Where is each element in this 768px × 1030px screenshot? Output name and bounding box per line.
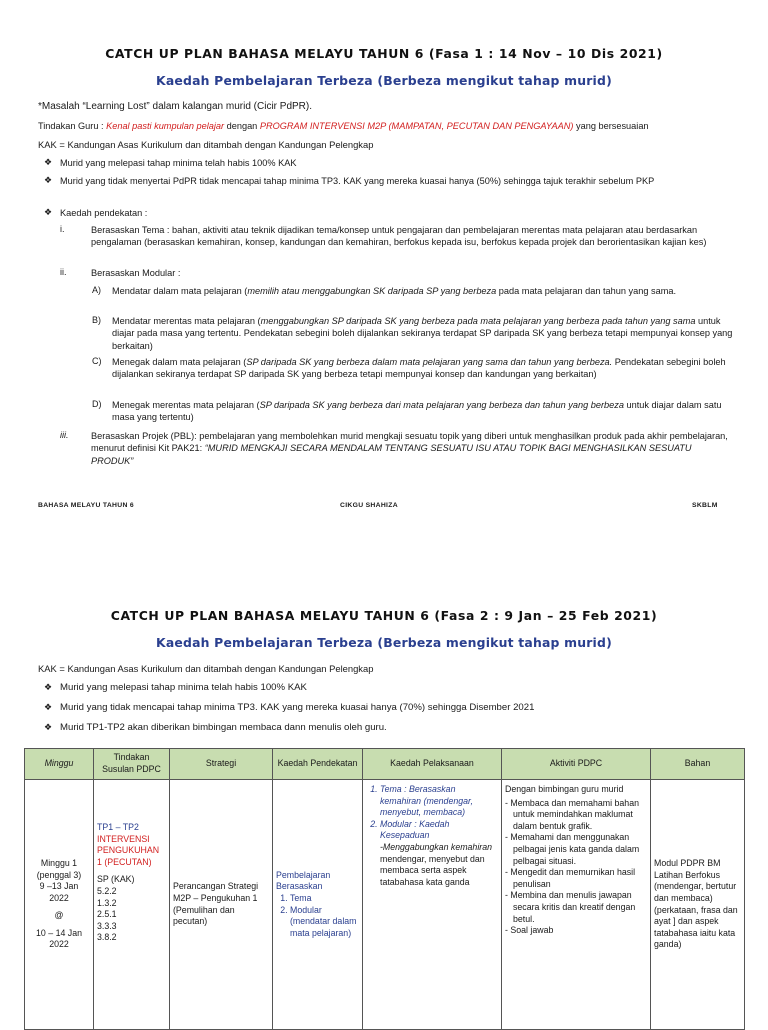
cell-tindakan: TP1 – TP2 INTERVENSI PENGUKUHAN 1 (PECUTAN) SP (KAK) 5.2.2 1.3.2 2.5.1 3.3.3 3.8.2 bbox=[94, 780, 170, 1030]
cell-kaedah-pelaksanaan: 1. Tema : Berasaskan kemahiran (mendengar, menyebut, membaca) 2. Modular : Kaedah Kesepaduan -Menggabungkan kemahiran mendengar, menyebut dan membaca serta aspek tatabahasa kata ganda bbox=[363, 780, 502, 1030]
tindakan-mid: dengan bbox=[224, 121, 260, 131]
item-i-number: i. bbox=[60, 224, 65, 234]
item-C-number: C) bbox=[92, 356, 102, 366]
bullet-diamond-icon: ❖ bbox=[44, 157, 53, 167]
bullet-diamond-icon: ❖ bbox=[44, 682, 53, 692]
header-aktiviti: Aktiviti PDPC bbox=[502, 749, 651, 780]
tindakan-red-2: PROGRAM INTERVENSI M2P (MAMPATAN, PECUTAN DAN PENGAYAAN) bbox=[259, 121, 574, 131]
header-bahan: Bahan bbox=[651, 749, 745, 780]
cell-aktiviti: Dengan bimbingan guru murid - Membaca dan memahami bahan untuk memindahkan maklumat dalam bentuk grafik. - Memahami dan menggunakan pelbagai jenis kata ganda dalam pelbagai situasi. - Mengedit dan memurnikan hasil penulisan - Membina dan menulis jawapan secara kritis dan kreatif dengan betul. - Soal jawab bbox=[502, 780, 651, 1030]
catch-up-plan-table bbox=[24, 748, 745, 1030]
kak-definition-2: KAK = Kandungan Asas Kurikulum dan ditambah dengan Kandungan Pelengkap bbox=[38, 663, 374, 674]
p2-bullet-2-text: Murid yang tidak mencapai tahap minima TP3. KAK yang mereka kuasai hanya (70%) sehingga Disember 2021 bbox=[60, 702, 535, 713]
page-1-title: CATCH UP PLAN BAHASA MELAYU TAHUN 6 (Fasa 1 : 14 Nov – 10 Dis 2021) bbox=[105, 46, 663, 61]
tindakan-guru-line bbox=[38, 120, 649, 132]
cell-minggu: Minggu 1 (penggal 3) 9 –13 Jan 2022 @ 10 – 14 Jan 2022 bbox=[25, 780, 94, 1030]
bullet-diamond-icon: ❖ bbox=[44, 175, 53, 185]
footer-center: CIKGU SHAHIZA bbox=[340, 502, 398, 509]
masalah-text: *Masalah “Learning Lost” dalam kalangan murid (Cicir PdPR). bbox=[38, 101, 313, 112]
item-B-text: Mendatar merentas mata pelajaran (menggabungkan SP daripada SK yang berbeza pada mata pelajaran yang berbeza pada tahun yang sama untuk diajar pada masa yang tertentu. Pendekatan sebegini boleh dijalankan sekiranya terdapat SP daripada SK yang berbeza tetapi mempunyai konsep yang berkaitan) bbox=[112, 316, 733, 351]
header-kaedah-pendekatan: Kaedah Pendekatan bbox=[273, 749, 363, 780]
header-minggu: Minggu bbox=[25, 749, 94, 780]
header-kaedah-pelaksanaan: Kaedah Pelaksanaan bbox=[363, 749, 502, 780]
item-D-text: Menegak merentas mata pelajaran (SP daripada SK yang berbeza dari mata pelajaran yang berbeza dan tahun yang berbeza untuk diajar dalam satu masa yang tertentu) bbox=[112, 400, 722, 423]
page-2-subtitle: Kaedah Pembelajaran Terbeza (Berbeza mengikut tahap murid) bbox=[156, 635, 612, 650]
bullet-diamond-icon: ❖ bbox=[44, 722, 53, 732]
item-A-text: Mendatar dalam mata pelajaran (memilih atau menggabungkan SK daripada SP yang berbeza pada mata pelajaran dan tahun yang sama. bbox=[112, 286, 677, 296]
page-2-title: CATCH UP PLAN BAHASA MELAYU TAHUN 6 (Fasa 2 : 9 Jan – 25 Feb 2021) bbox=[110, 608, 658, 623]
item-ii-number: ii. bbox=[60, 267, 67, 277]
footer-right: SKBLM bbox=[692, 502, 718, 509]
tindakan-prefix: Tindakan Guru : bbox=[38, 121, 107, 131]
footer-left: BAHASA MELAYU TAHUN 6 bbox=[38, 502, 134, 509]
cell-kaedah-pendekatan: Pembelajaran Berasaskan 1. Tema 2. Modular (mendatar dalam mata pelajaran) bbox=[273, 780, 363, 1030]
bullet-3-text: Kaedah pendekatan : bbox=[60, 208, 148, 218]
item-iii-text: Berasaskan Projek (PBL): pembelajaran yang membolehkan murid mengkaji sesuatu topik yang diberi untuk menghasilkan produk pada akhir pembelajaran, menurut definisi Kit PAK21: “MURID MENGKAJI SECARA MENDALAM TENTANG SESUATU ISU ATAU TOPIK BAGI MENGHASILKAN SESUATU PRODUK” bbox=[91, 431, 728, 466]
item-D-number: D) bbox=[92, 399, 102, 409]
item-ii-text: Berasaskan Modular : bbox=[91, 268, 181, 278]
cell-strategi: Perancangan Strategi M2P – Pengukuhan 1 (Pemulihan dan pecutan) bbox=[170, 780, 273, 1030]
bullet-1-text: Murid yang melepasi tahap minima telah habis 100% KAK bbox=[60, 158, 297, 168]
bullet-diamond-icon: ❖ bbox=[44, 702, 53, 712]
item-iii-number: iii. bbox=[60, 430, 69, 440]
p2-bullet-1-text: Murid yang melepasi tahap minima telah habis 100% KAK bbox=[60, 682, 307, 693]
page-1-subtitle: Kaedah Pembelajaran Terbeza (Berbeza mengikut tahap murid) bbox=[156, 73, 612, 88]
table-header-row bbox=[25, 749, 745, 780]
item-B-number: B) bbox=[92, 315, 101, 325]
header-tindakan: Tindakan Susulan PDPC bbox=[94, 749, 170, 780]
item-A-number: A) bbox=[92, 285, 101, 295]
bullet-2-text: Murid yang tidak menyertai PdPR tidak mencapai tahap minima TP3. KAK yang mereka kuasai hanya (50%) sehingga tajuk terakhir sebelum PKP bbox=[60, 176, 655, 186]
table-row bbox=[25, 780, 745, 1030]
cell-bahan: Modul PDPR BM Latihan Berfokus (mendengar, bertutur dan membaca) (perkataan, frasa dan ayat ] dan aspek tatabahasa iaitu kata ganda) bbox=[651, 780, 745, 1030]
p2-bullet-3-text: Murid TP1-TP2 akan diberikan bimbingan membaca dann menulis oleh guru. bbox=[60, 722, 387, 733]
item-C-text: Menegak dalam mata pelajaran (SP daripada SK yang berbeza dalam mata pelajaran yang sama dan tahun yang berbeza. Pendekatan sebegini boleh dijalankan sekiranya terdapat SP daripada SK yang berbeza tetapi mempunyai konsep dan kandungan yang berkaitan) bbox=[112, 357, 726, 380]
item-i-text: Berasaskan Tema : bahan, aktiviti atau teknik dijadikan tema/konsep untuk pengajaran dan pembelajaran merentas mata pelajaran atau berdasarkan pengalaman (berasaskan kemahiran, konsep, kandungan dan kemahiran, berfokus kepada isu, berfokus kepada projek dan berorientasikan kajian kes) bbox=[91, 225, 707, 248]
kak-definition: KAK = Kandungan Asas Kurikulum dan ditambah dengan Kandungan Pelengkap bbox=[38, 139, 374, 150]
tindakan-red-1: Kenal pasti kumpulan pelajar bbox=[106, 121, 225, 131]
bullet-diamond-icon: ❖ bbox=[44, 207, 53, 217]
page-gap bbox=[0, 560, 768, 592]
header-strategi: Strategi bbox=[170, 749, 273, 780]
tindakan-suffix: yang bersesuaian bbox=[573, 121, 649, 131]
